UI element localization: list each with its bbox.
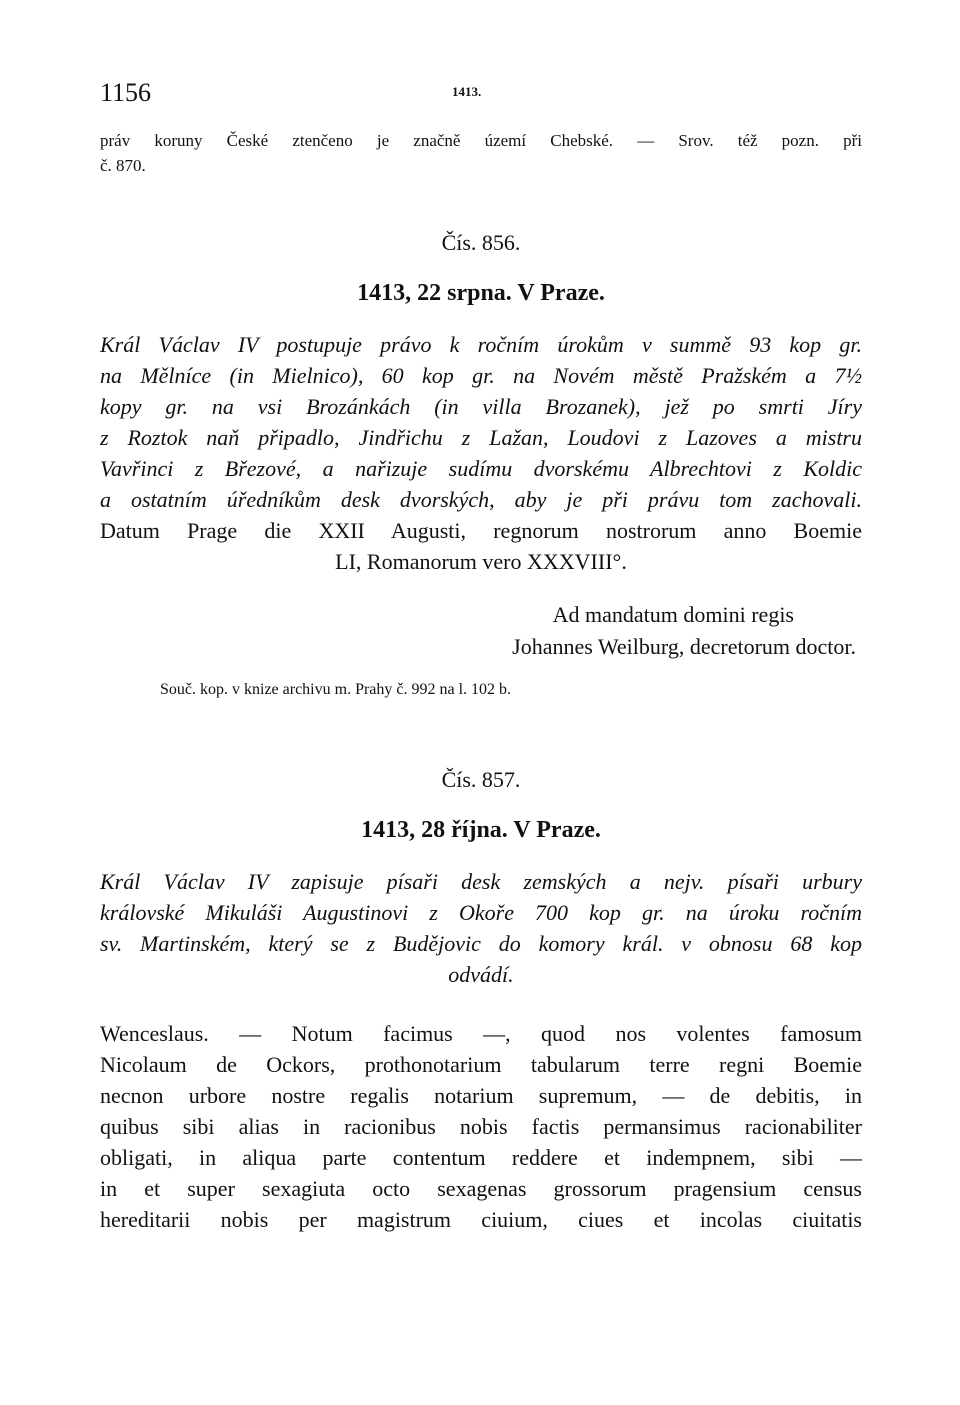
text-line: obligati, in aliqua parte contentum reddere et indempnem, sibi —: [100, 1145, 862, 1170]
signature-line: Johannes Weilburg, decretorum doctor.: [512, 634, 856, 659]
text-line: quibus sibi alias in racionibus nobis factis permansimus racionabiliter: [100, 1114, 862, 1139]
regest-line: odvádí.: [448, 962, 514, 987]
regest-line: Vavřinci z Březové, a nařizuje sudímu dvorskému Albrechtovi z Koldic: [100, 456, 862, 481]
top-note-line-2: č. 870.: [100, 156, 146, 175]
text-line: Nicolaum de Ockors, prothonotarium tabularum terre regni Boemie: [100, 1052, 862, 1077]
top-note-line-1: práv koruny České ztenčeno je značně území Chebské. — Srov. též pozn. při: [100, 131, 862, 150]
regest-line: sv. Martinském, který se z Budějovic do komory král. v obnosu 68 kop: [100, 931, 862, 956]
text-856: [100, 515, 862, 577]
document-number-856: Čís. 856.: [441, 230, 521, 255]
regest-line: Král Václav IV zapisuje písaři desk zemských a nejv. písaři urbury: [100, 869, 862, 894]
regest-line: Král Václav IV postupuje právo k ročním úrokům v summě 93 kop gr.: [100, 332, 862, 357]
source-note-856: Souč. kop. v knize archivu m. Prahy č. 992 na l. 102 b.: [160, 681, 512, 698]
text-line: in et super sexagiuta octo sexagenas grossorum pragensium census: [100, 1176, 862, 1201]
regest-line: královské Mikuláši Augustinovi z Okoře 700 kop gr. na úroku ročním: [100, 900, 862, 925]
page-number: 1156: [100, 78, 152, 107]
text-line: Datum Prage die XXII Augusti, regnorum nostrorum anno Boemie: [100, 518, 862, 543]
document-page: [100, 78, 862, 1235]
running-head: 1413.: [452, 84, 482, 99]
signature-856: [100, 599, 862, 663]
text-line: Wenceslaus. — Notum facimus —, quod nos volentes famosum: [100, 1021, 862, 1046]
signature-line: Ad mandatum domini regis: [552, 602, 794, 627]
text-line: hereditarii nobis per magistrum ciuium, ciues et incolas ciuitatis: [100, 1207, 862, 1232]
regest-line: kopy gr. na vsi Brozánkách (in villa Brozanek), jež po smrti Jíry: [100, 394, 862, 419]
text-line: LI, Romanorum vero XXXVIII°.: [335, 549, 627, 574]
regest-856: [100, 329, 862, 515]
document-number-857: Čís. 857.: [441, 767, 521, 792]
regest-857: [100, 866, 862, 990]
text-line: necnon urbore nostre regalis notarium supremum, — de debitis, in: [100, 1083, 862, 1108]
text-857: [100, 1018, 862, 1235]
dateline-856: 1413, 22 srpna. V Praze.: [357, 280, 605, 306]
regest-line: z Roztok naň připadlo, Jindřichu z Lažan, Loudovi z Lazoves a mistru: [100, 425, 862, 450]
regest-line: a ostatním úředníkům desk dvorských, aby je při právu tom zachovali.: [100, 487, 862, 512]
dateline-857: 1413, 28 října. V Praze.: [361, 817, 601, 843]
regest-line: na Mělníce (in Mielnico), 60 kop gr. na Novém městě Pražském a 7½: [100, 363, 862, 388]
page-header: [100, 78, 862, 122]
